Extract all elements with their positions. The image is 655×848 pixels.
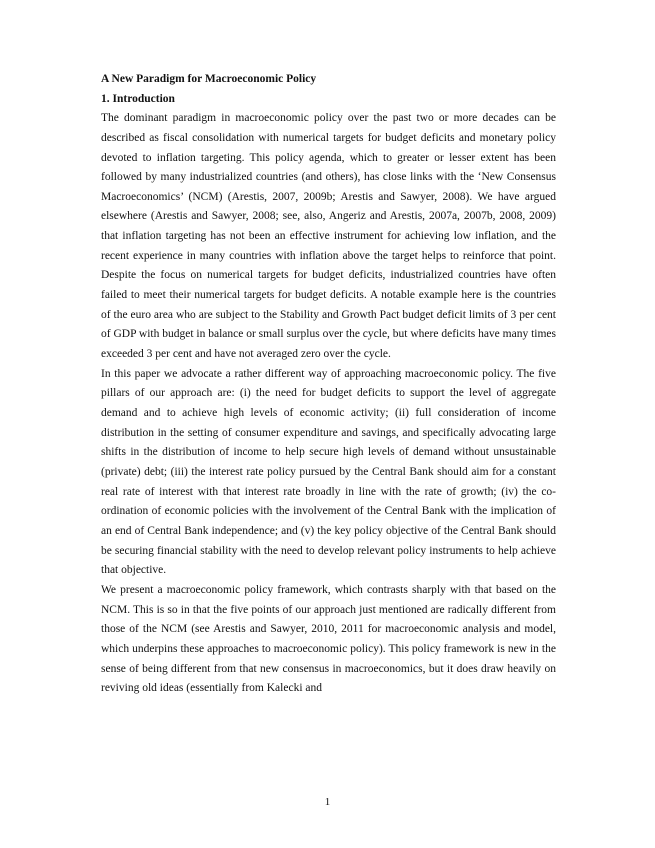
page-content xyxy=(101,70,556,699)
page-number: 1 xyxy=(324,796,331,808)
paragraph-3: We present a macroeconomic policy framework, which contrasts sharply with that based on the NCM. This is so in that the five points of our approach just mentioned are radically different from those of the NCM (see Arestis and Sawyer, 2010, 2011 for macroeconomic analysis and model, which underpins these approaches to macroeconomic policy). This policy framework is new in the sense of being different from that new consensus in macroeconomics, but it does draw heavily on reviving old ideas (essentially from Kalecki and xyxy=(101,583,556,695)
paragraph-1: The dominant paradigm in macroeconomic policy over the past two or more decades can be described as fiscal consolidation with numerical targets for budget deficits and monetary policy devoted to inflation targeting. This policy agenda, which to greater or lesser extent has been followed by many industrialized countries (and others), has close links with the ‘New Consensus Macroeconomics’ (NCM) (Arestis, 2007, 2009b; Arestis and Sawyer, 2008). We have argued elsewhere (Arestis and Sawyer, 2008; see, also, Angeriz and Arestis, 2007a, 2007b, 2008, 2009) that inflation targeting has not been an effective instrument for achieving low inflation, and the recent experience in many countries with inflation above the target helps to reinforce that point. Despite the focus on numerical targets for budget deficits, industrialized countries have often failed to meet their numerical targets for budget deficits. A notable example here is the countries of the euro area who are subject to the Stability and Growth Pact budget deficit limits of 3 per cent of GDP with budget in balance or small surplus over the cycle, but where deficits have many times exceeded 3 per cent and have not averaged zero over the cycle. xyxy=(101,112,556,361)
paragraph-2: In this paper we advocate a rather different way of approaching macroeconomic policy. The five pillars of our approach are: (i) the need for budget deficits to support the level of aggregate demand and to achieve high levels of economic activity; (ii) full consideration of income distribution in the setting of consumer expenditure and savings, and specifically advocating large shifts in the distribution of income to help secure high levels of demand without unsustainable (private) debt; (iii) the interest rate policy pursued by the Central Bank should aim for a constant real rate of interest with that interest rate broadly in line with the rate of growth; (iv) the co-ordination of economic policies with the involvement of the Central Bank with the implication of an end of Central Bank independence; and (v) the key policy objective of the Central Bank should be securing financial stability with the need to develop relevant policy instruments to help achieve that objective. xyxy=(101,367,556,577)
paper-title: A New Paradigm for Macroeconomic Policy xyxy=(101,73,317,85)
section-heading: 1. Introduction xyxy=(101,92,175,105)
